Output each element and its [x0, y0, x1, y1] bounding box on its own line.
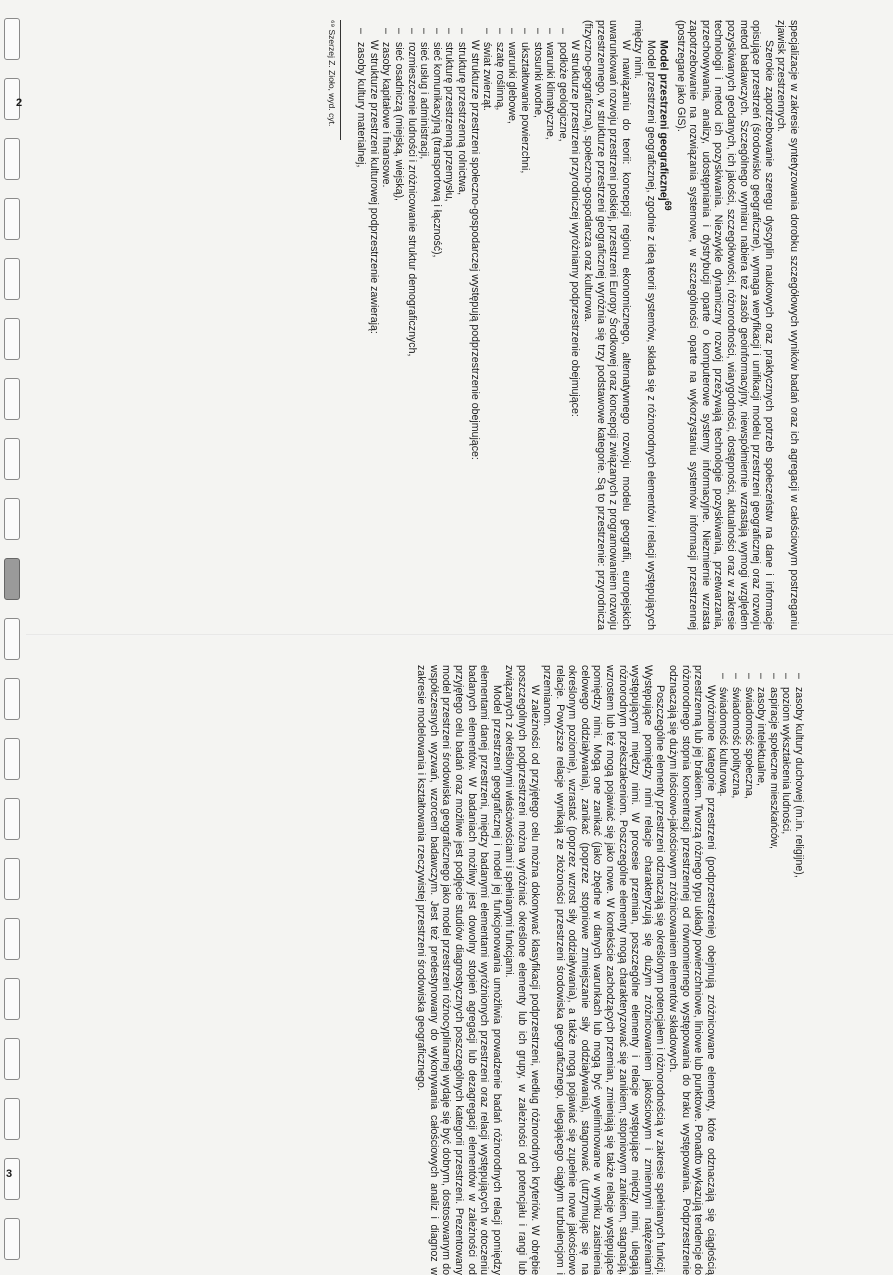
binding-hole [4, 1218, 20, 1260]
list-cultural [355, 20, 368, 630]
list-item: – świadomość społeczna, [742, 665, 755, 1275]
list-item: – strukturę przestrzenną przemysłu, [443, 20, 456, 630]
list-item: – zasoby kultury materialnej, [355, 20, 368, 630]
list-item: – rozmieszczenie ludności i zróżnicowanie struktur demograficznych, [405, 20, 418, 630]
binding-hole [4, 438, 20, 480]
binding-hole [4, 1098, 20, 1140]
list-item: – ukształtowanie powierzchni, [518, 20, 531, 630]
list-item: – zasoby kultury duchowej (m.in. religijne), [792, 665, 805, 1275]
binding-hole [4, 378, 20, 420]
binding-hole [4, 1038, 20, 1080]
paragraph: W strukturze przestrzeni przyrodniczej wyróżniamy podprzestrzenie obejmujące: [569, 40, 582, 417]
list-cultural-continued [717, 665, 805, 1275]
binding-hole [4, 498, 20, 540]
page-number-right: 3 [6, 1168, 13, 1180]
list-item: – zasoby kapitałowe i finansowe. [380, 20, 393, 630]
page-fold [26, 634, 893, 636]
list-item: – sieć komunikacyjną (transportową i łączność), [430, 20, 443, 630]
list-item: – poziom wykształcenia ludności, [780, 665, 793, 1275]
paragraph: W nawiązaniu do teorii: koncepcji regionu ekonomicznego, alternatywnego rozwoju modelu geografii, europejskich uwarunkowań rozwoju przestrzeni polskiej, przestrzeni Europy Środkowej oraz koncepcji związanych z programowaniem rozwoju przestrzennego, w strukturze przestrzeni geograficznej wyróżnia się trzy podstawowe kategorie. Są to przestrzenie: przyrodnicza (fizyczno-geograficzna), społeczno-gospodarcza oraz kulturowa. [581, 20, 632, 630]
list-item: – świadomość kulturową. [717, 665, 730, 1275]
list-item: – sieć osadniczą (miejską, wiejską), [392, 20, 405, 630]
binding-hole [4, 198, 20, 240]
page-number-left: 2 [16, 97, 23, 109]
binding-hole [4, 138, 20, 180]
paragraph: Model przestrzeni geograficznej, zgodnie z ideą teorii systemów, składa się z różnorodnych elementów i relacji występujących między nimi. [632, 20, 657, 630]
binding-hole [4, 258, 20, 300]
list-natural [481, 20, 569, 630]
paragraph: Poszczególne elementy przestrzeni odznaczają się określonym potencjałem i różnorodnością w zakresie spełnianych funkcji. Występujące pomiędzy nimi relacje charakteryzują się dużym zróżnicowaniem jakościowym i zmiennymi natężeniami występującymi między nimi. W procesie przemian, poszczególne elementy i relacje występujące między nimi, ulegają różnorodnym przekształceniom. Poszczególne elementy mogą charakteryzować się zanikiem, stopniowym zanikiem, stagnacją, wzrostem lub też mogą pojawiać się jako nowe. W kontekście zachodzących przemian, zmieniają się także relacje występujące pomiędzy nimi. Mogą one zanikać (jako zbędne w danych warunkach lub mogą być wyeliminowane w wyniku zaistnienia celowego oddziaływania), zanikać (poprzez stopniowe zmniejszanie siły oddziaływania), stagnować (utrzymując się na określonym poziomie), wzrastać (poprzez wzrost siły oddziaływania), a także mogą pojawiać się zupełnie nowe jakościowo relacje. Powyższe relacje wynikają ze złożoności przestrzeni środowiska geograficznego, ulegającego ciągłym turbulencjom i przemianom. [541, 665, 667, 1275]
left-page [20, 20, 800, 630]
list-item: – stosunki wodne, [531, 20, 544, 630]
paragraph: W strukturze przestrzeni kulturowej podprzestrzenie zawierają: [367, 40, 380, 334]
paragraph: W strukturze przestrzeni społeczno-gospodarczej występują podprzestrzenie obejmujące: [468, 40, 481, 460]
binding-hole [4, 318, 20, 360]
right-page [25, 665, 805, 1275]
list-item: – warunki glebowe, [506, 20, 519, 630]
paragraph: Szerokie zapotrzebowanie szeregu dyscyplin naukowych oraz praktycznych potrzeb społeczeństw na dane i informacje opisujące przestrzeń (środowisko geograficzne), wymaga weryfikacji i unifikacji modelu przestrzeni geograficznej oraz rozwoju metod badawczych. Szczególnego wymiaru nabiera też zasób geoinformacyjny, niewspółmiernie wzrastają wymogi względem pozyskiwanych geodanych, ich jakości, szczegółowości, różnorodności, wiarygodności, dostępności, aktualności oraz w zakresie technologii i metod ich pozyskiwania. Niezwykle dynamiczny rozwój przeżywają technologie pozyskiwania, przetwarzania, przechowywania, analizy, udostępniania i dystrybucji oparte o komputerowe systemy informacyjne. Niezmiernie wzrasta zapotrzebowanie na rozwiązania systemowe, w szczególności oparte na wykorzystaniu systemów informacji przestrzennej (postrzegane jako GIS). [674, 20, 775, 630]
list-item: – podłoże geologiczne, [556, 20, 569, 630]
paragraph: Wyróżnione kategorie przestrzeni (podprzestrzenie) obejmują zróżnicowane elementy, które odznaczają się ciągłością przestrzenną lub jej brakiem. Tworzą różnego typu układy powierzchniowe, liniowe lub punktowe. Ponadto wykazują tendencje do różnorodnego stopnia koncentracji przestrzennej od równomiernego występowania do braku występowania. Podprzestrzenie odznaczają się dużym ilościowo-jakościowym zróżnicowaniem elementów składowych. [667, 665, 717, 1275]
list-item: – strukturę przestrzenną rolnictwa, [455, 20, 468, 630]
binding-hole [4, 618, 20, 660]
list-item: – zasoby intelektualne, [755, 665, 768, 1275]
list-item: – warunki klimatyczne, [544, 20, 557, 630]
footnote: ⁶⁹ Szerzej Z. Zioło, wyd. cyt. [326, 20, 337, 127]
heading-text: Model przestrzeni geograficznej [657, 40, 670, 201]
binding-hole [4, 558, 20, 600]
binding-hole [4, 678, 20, 720]
paragraph: specjalizacje w zakresie syntetyzowania dorobku szczegółowych wyników badań oraz ich agregacji w całościowym postrzeganiu zjawisk przestrzennych. [775, 20, 800, 630]
paragraph: Model przestrzeni geograficznej i model jej funkcjonowania umożliwia prowadzenie badań różnorodnych relacji pomiędzy elementami danej przestrzeni, między badanymi elementami wyróżnionych przestrzeni oraz relacji występujących w otoczeniu badanych elementów. W badaniach możliwy jest dowolny stopień agregacji lub dezagregacji elementów w zależności od przyjętego celu badań oraz możliwe jest podjęcie studiów diagnostycznych poszczególnych kategorii przestrzeni. Prezentowany model przestrzeni środowiska geograficznego jako model przestrzeni różnocyplinarnej wydaje się być dobrym, dostosowanym do współczesnych wyzwań, wzorcem badawczym. Jest też predestynowany do wykonywania całościowych analiz i diagnoz w zakresie modelowania i kształtowania rzeczywistej przestrzeni środowiska geograficznego. [415, 665, 503, 1275]
binding-hole [4, 918, 20, 960]
binding-hole [4, 18, 20, 60]
binding-hole [4, 738, 20, 780]
list-item: – aspiracje społeczne mieszkańców, [767, 665, 780, 1275]
list-socio [380, 20, 468, 630]
binding-hole [4, 978, 20, 1020]
list-item: – szatę roślinną, [493, 20, 506, 630]
list-item: – sieć usług i administracji, [418, 20, 431, 630]
binding-hole [4, 858, 20, 900]
paragraph: W zależności od przyjętego celu można dokonywać klasyfikacji podprzestrzeni, według różnorodnych kryteriów. W obrębie poszczególnych podprzestrzeni można wyróżniać określone elementy lub ich grupy, w zależności od potencjału i rangi lub związanych z określonymi właściwościami i spełnianymi funkcjami. [503, 665, 541, 1275]
footnote-rule [340, 20, 341, 140]
footnote-ref: 69 [663, 200, 674, 211]
list-item: – świadomość polityczna, [729, 665, 742, 1275]
section-heading [657, 20, 674, 630]
list-item: – świat zwierząt. [481, 20, 494, 630]
binding-hole [4, 798, 20, 840]
